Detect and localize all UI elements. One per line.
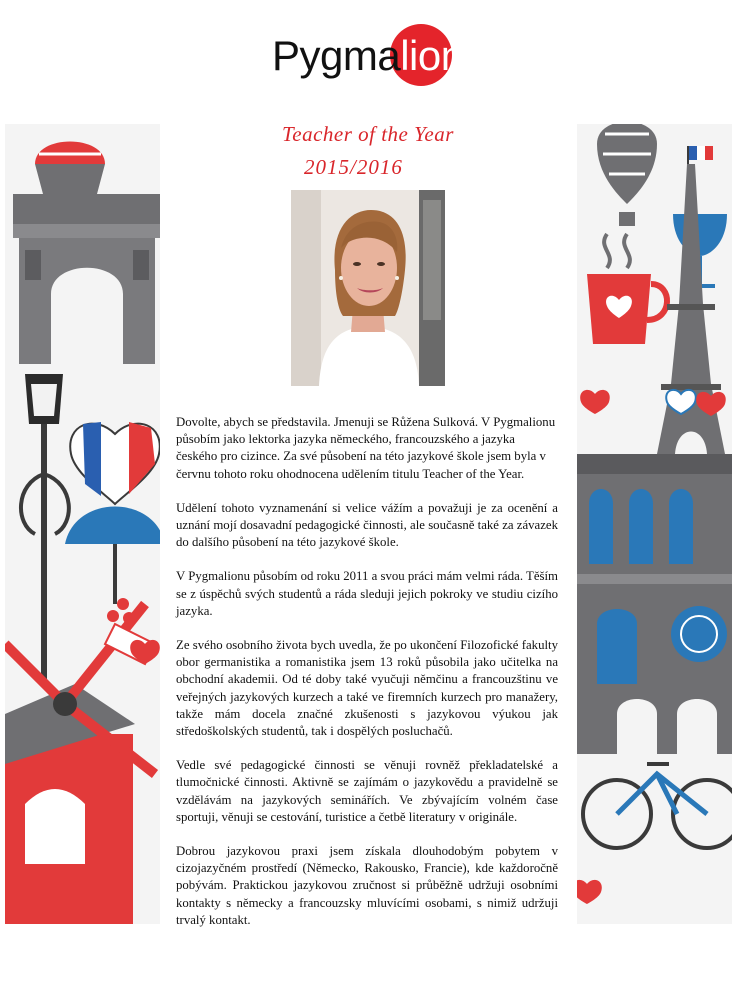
pygmalion-logo (272, 24, 472, 84)
page-title: Teacher of the Year (282, 122, 454, 146)
letter-body (176, 414, 558, 946)
left-paris-illustration (5, 124, 160, 924)
paragraph-intro: Dovolte, abych se představila. Jmenuji se Růžena Sulková. V Pygmalionu působím jako lektorka jazyka německého, francouzského a jazyka českého pro cizince. Za své působení na této jazykové škole jsem byla v červnu tohoto roku ohodnocena udělením titulu Teacher of the Year. (176, 415, 556, 481)
teacher-portrait (291, 190, 445, 386)
logo-suffix: lion (400, 32, 464, 79)
award-year: 2015/2016 (304, 155, 403, 179)
logo-text (272, 32, 464, 80)
paragraph-career: Ze svého osobního života bych uvedla, že po ukončení Filozofické fakulty obor germanistika a romanistika jsem 13 roků působila jako učitelka na obchodní akademii. Od té doby také vyučuji němčinu a francouzštinu ve veřejných jazykových kurzech a také ve firemních kurzech pro manažery, takže mám docela značné zkušenosti s jazykovou výukou jak středoškolských studentů, tak i dospělých posluchačů. (176, 638, 558, 739)
logo-prefix: Pygma (272, 32, 401, 79)
cupcake-icon (35, 142, 105, 195)
arc-de-triomphe-icon (13, 194, 160, 364)
right-paris-illustration (577, 124, 732, 924)
paragraph-practice: Dobrou jazykovou praxi jsem získala dlouhodobým pobytem v cizojazyčném prostředí (Německo, Rakousko, Francie), kde každoročně pobývám. Praktickou jazykovou zručnost si průběžně udržuji osobními kontakty s německy a francouzsky mluvícími osobami, s nimiž udržuji trvalý kontakt. (176, 844, 558, 927)
paragraph-award: Udělení tohoto vyznamenání si velice vážím a považuji je za ocenění a uznání mojí dosavadní pedagogické činnosti, ale současně také za závazek do dalšího působení na této jazykové škole. (176, 500, 558, 550)
paragraph-translation: Vedle své pedagogické činnosti se věnuji rovněž překladatelské a tlumočnické činnosti. Aktivně se zajímám o jazykovědu a pravidelně se vzdělávám na jazykových seminářích. Ve zbývajícím volném čase sportuji, věnuji se cestování, turistice a četbě literatury v originále. (176, 758, 558, 824)
notre-dame-icon (577, 454, 732, 754)
paragraph-since: V Pygmalionu působím od roku 2011 a svou práci mám velmi ráda. Těším se z úspěchů svých studentů a ráda sleduji jejich pokroky ve studiu cizího jazyka. (176, 569, 558, 618)
